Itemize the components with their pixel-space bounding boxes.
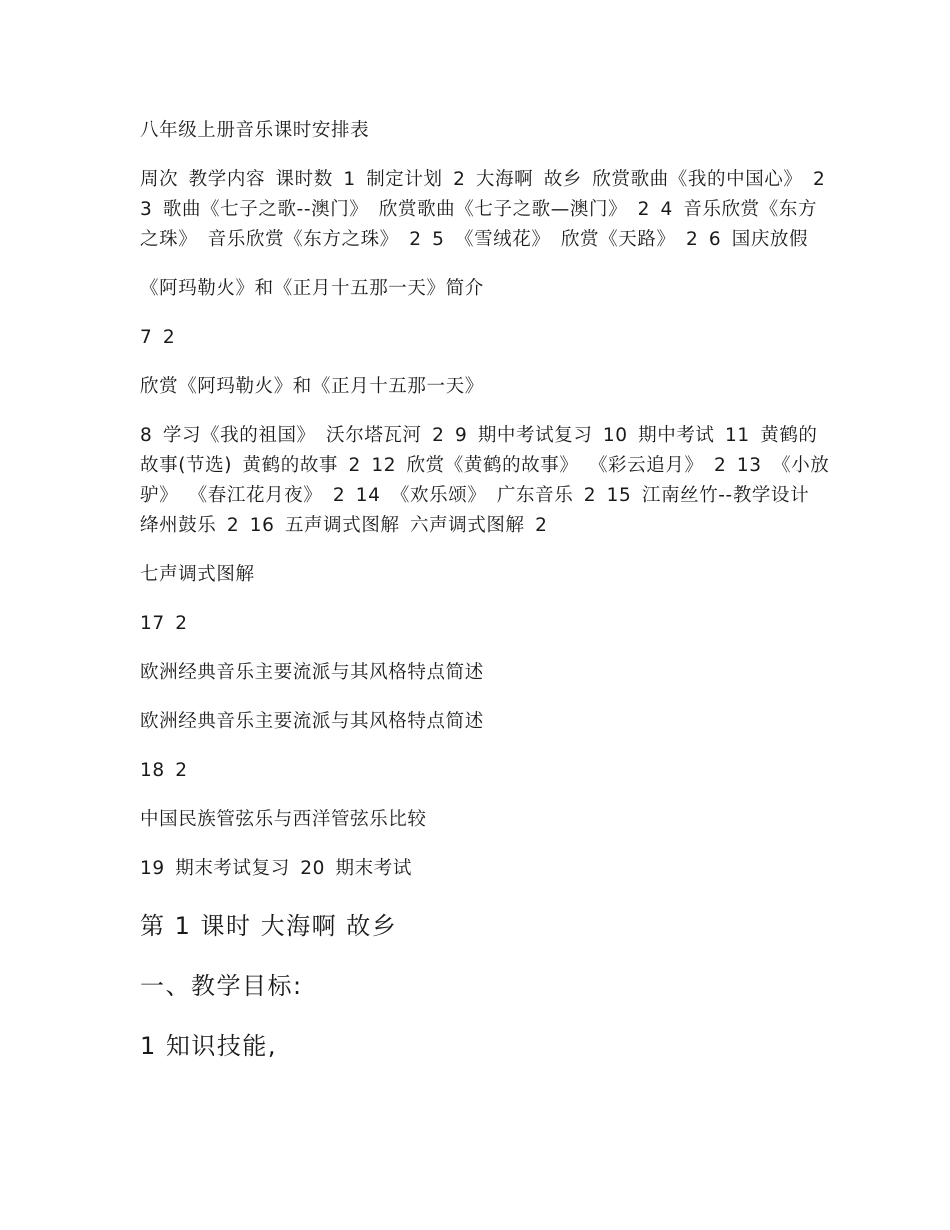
text-line: 19 期末考试复习 20 期末考试 [140, 858, 412, 879]
schedule-paragraph-2: 8 学习《我的祖国》 沃尔塔瓦河 2 9 期中考试复习 10 期中考试 11 黄鹤的故事(节选) 黄鹤的故事 2 12 欣赏《黄鹤的故事》 《彩云追月》 2 13 《小放驴》 《春江花月夜》 2 14 《欢乐颂》 广东音乐 2 15 江南丝竹--教学设计 绛州鼓乐 2 16 五声调式图解 六声调式图解 2 [140, 425, 830, 536]
text-line: 18 2 [140, 760, 188, 781]
text-line: 欧洲经典音乐主要流派与其风格特点简述 [140, 662, 484, 683]
text-line: 7 2 [140, 327, 176, 348]
text-line: 中国民族管弦乐与西洋管弦乐比较 [140, 809, 427, 830]
schedule-paragraph-1: 周次 教学内容 课时数 1 制定计划 2 大海啊 故乡 欣赏歌曲《我的中国心》 2 3 歌曲《七子之歌--澳门》 欣赏歌曲《七子之歌—澳门》 2 4 音乐欣赏《东方之珠》 音乐欣赏《东方之珠》 2 5 《雪绒花》 欣赏《天路》 2 6 国庆放假 [140, 169, 826, 250]
text-line: 欧洲经典音乐主要流派与其风格特点简述 [140, 711, 484, 732]
text-line: 17 2 [140, 613, 188, 634]
text-line: 《阿玛勒火》和《正月十五那一天》简介 [140, 278, 484, 299]
text-line: 七声调式图解 [140, 564, 255, 585]
text-line: 欣赏《阿玛勒火》和《正月十五那一天》 [140, 376, 484, 397]
document-title: 八年级上册音乐课时安排表 [140, 120, 370, 141]
lesson-heading: 第 1 课时 大海啊 故乡 [140, 912, 398, 940]
section-heading: 一、教学目标: [140, 972, 303, 1000]
subsection-heading: 1 知识技能, [140, 1032, 278, 1060]
